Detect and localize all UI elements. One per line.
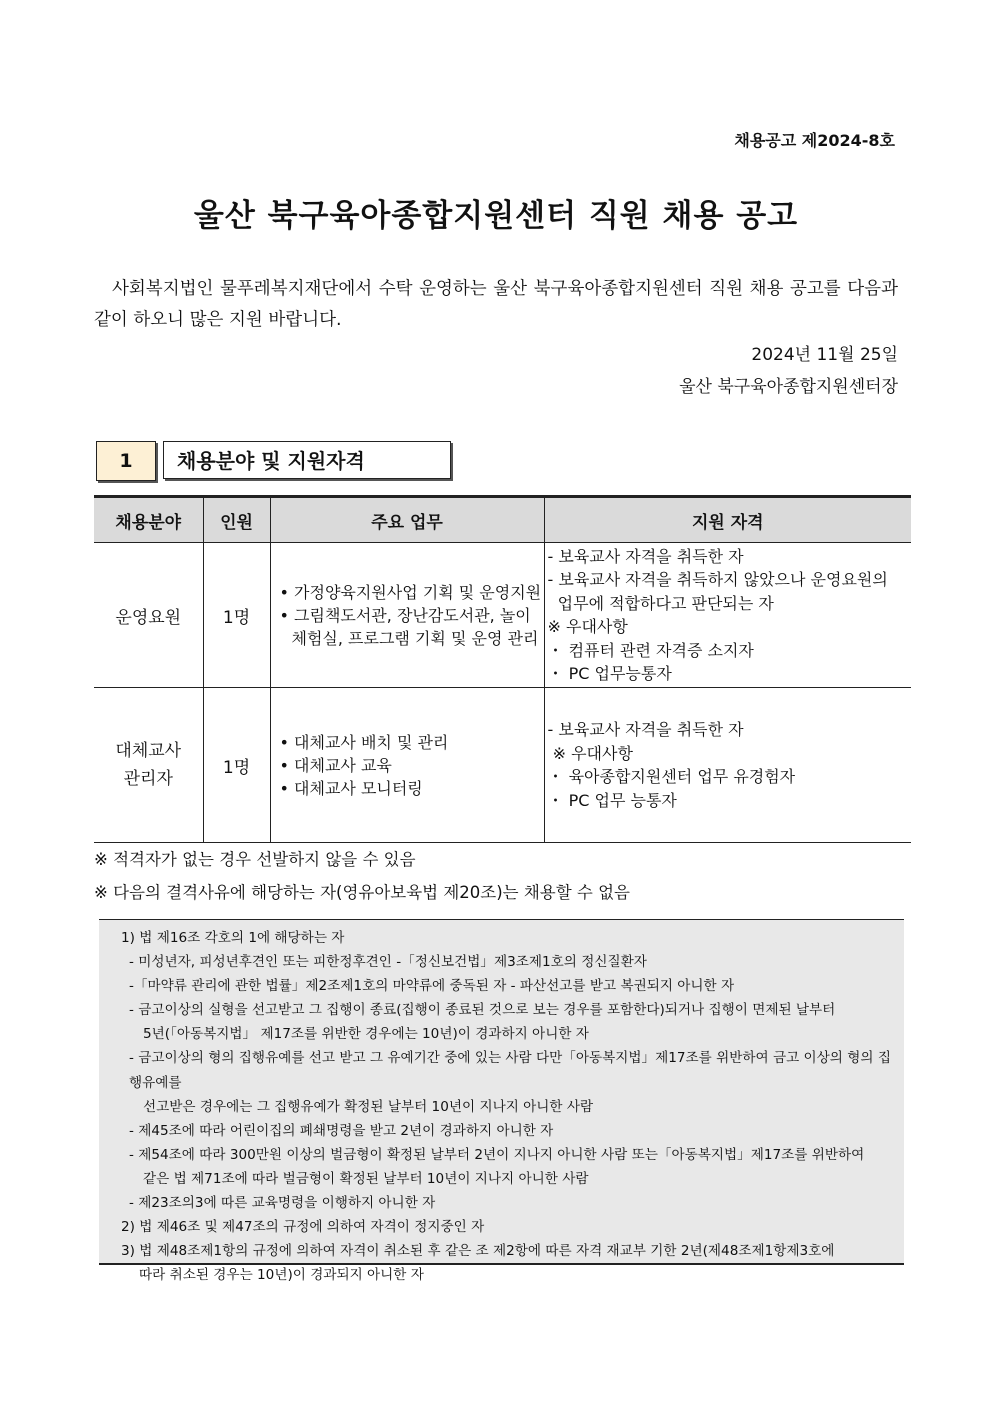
table-row [94,688,911,843]
notice-date: 2024년 11월 25일 [751,345,898,365]
duties-cell [270,543,544,688]
disqualification-line: - 금고이상의 실형을 선고받고 그 집행이 종료(집행이 종료된 것으로 보는 경우를 포함한다)되거나 집행이 면제된 날부터 [129,1002,836,1019]
disqualification-line: 같은 법 제71조에 따라 벌금형이 확정된 날부터 10년이 지나지 아니한 사람 [143,1170,589,1187]
qualification-line: - 보육교사 자격을 취득하지 않았으나 운영요원의 [547,570,888,589]
disqualification-line: - 제23조의3에 따른 교육명령을 이행하지 아니한 자 [129,1195,436,1212]
intro-paragraph: 사회복지법인 물푸레복지재단에서 수탁 운영하는 울산 북구육아종합지원센터 직원 채용 공고를 다음과 같이 하오니 많은 지원 바랍니다. [94,279,898,330]
field-cell: 운영요원 [94,543,203,688]
duty-item: • 가정양육지원사업 기획 및 운영지원 [279,582,542,602]
header-count: 인원 [203,497,270,543]
disqualification-line: 5년(「아동복지법」 제17조를 위반한 경우에는 10년)이 경과하지 아니한 자 [143,1026,589,1043]
disqualification-line: - 제45조에 따라 어린이집의 폐쇄명령을 받고 2년이 경과하지 아니한 자 [129,1122,554,1139]
qualification-line: ・ PC 업무능통자 [547,664,672,683]
qualification-line: - 보육교사 자격을 취득한 자 [547,546,744,566]
issuer-name: 울산 북구육아종합지원센터장 [679,377,898,397]
qualification-line: 업무에 적합하다고 판단되는 자 [547,593,774,613]
disqualification-line: - 금고이상의 형의 집행유예를 선고 받고 그 유예기간 중에 있는 사람 다만「아동복지법」제17조를 위반하여 금고 이상의 형의 집행유예를 [129,1050,891,1091]
disqualification-line: - 제54조에 따라 300만원 이상의 벌금형이 확정된 날부터 2년이 지나지 아니한 사람 또는「아동복지법」제17조를 위반하여 [129,1146,865,1163]
note-disqualification: ※ 다음의 결격사유에 해당하는 자(영유아보육법 제20조)는 채용할 수 없음 [94,883,630,902]
field-cell-line: 대체교사 관리자 [115,741,182,789]
duty-item: • 대체교사 교육 [279,755,392,775]
qualification-line: ・ 육아종합지원센터 업무 유경험자 [547,767,796,786]
table-row [94,543,911,688]
duties-cell [270,688,544,843]
disqualification-line: 선고받은 경우에는 그 집행유예가 확정된 날부터 10년이 지나지 아니한 사람 [143,1098,594,1115]
duty-item: • 그림책도서관, 장난감도서관, 놀이체험실, 프로그램 기획 및 운영 관리 [279,605,539,648]
qualification-line: - 보육교사 자격을 취득한 자 [547,720,744,739]
disqualification-line: - 미성년자, 피성년후견인 또는 피한정후견인 -「정신보건법」제3조제1호의 정신질환자 [129,954,647,971]
qualifications-cell [544,543,911,688]
disqualification-line: 3) 법 제48조제1항의 규정에 의하여 자격이 취소된 후 같은 조 제2항에 따른 자격 재교부 기한 2년(제48조제1항제3호에 [121,1243,835,1260]
qualification-line: ・ PC 업무 능통자 [547,790,677,810]
note-no-qualified: ※ 적격자가 없는 경우 선발하지 않을 수 있음 [94,850,416,869]
duty-item: • 대체교사 배치 및 관리 [279,732,449,752]
duty-item: • 대체교사 모니터링 [279,778,423,798]
qualification-line: ※ 우대사항 [547,617,628,636]
page-title: 울산 북구육아종합지원센터 직원 채용 공고 [193,198,799,234]
qualification-line: ※ 우대사항 [547,743,633,763]
count-cell: 1명 [203,688,270,843]
disqualification-line: -「마약류 관리에 관한 법률」제2조제1호의 마약류에 중독된 자 - 파산선고를 받고 복권되지 아니한 자 [129,978,735,995]
table-header-row [94,497,911,543]
header-qualifications: 지원 자격 [544,497,911,543]
notice-number: 채용공고 제2024-8호 [734,131,895,150]
disqualification-line: 1) 법 제16조 각호의 1에 해당하는 자 [121,930,345,946]
disqualification-box [99,919,904,1284]
header-field: 채용분야 [94,497,203,543]
field-cell [94,688,203,843]
qualification-line: ・ 컴퓨터 관련 자격증 소지자 [547,640,754,660]
header-duties: 주요 업무 [270,497,544,543]
section-number: 1 [96,441,156,481]
disqualification-line: 따라 취소된 경우는 10년)이 경과되지 아니한 자 [139,1267,424,1284]
count-cell: 1명 [203,543,270,688]
qualifications-cell [544,688,911,843]
section-title: 채용분야 및 지원자격 [163,441,451,479]
recruitment-table [94,495,911,843]
disqualification-line: 2) 법 제46조 및 제47조의 규정에 의하여 자격이 정지중인 자 [121,1219,485,1236]
